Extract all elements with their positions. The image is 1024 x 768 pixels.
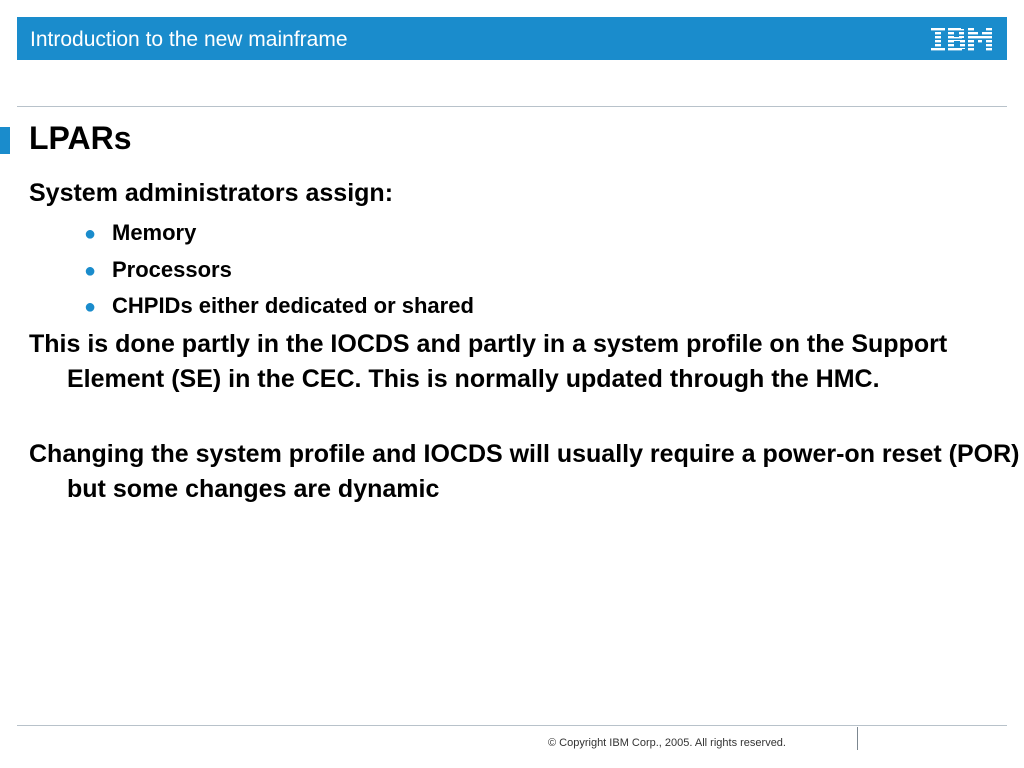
title-accent-bar <box>0 127 10 154</box>
sub-point-2 <box>84 256 232 285</box>
point-3: Changing the system profile and IOCDS will usually require a power-on reset (POR) but some changes are dynamic <box>29 440 1020 503</box>
bullet-icon: ● <box>84 296 97 318</box>
sub-point-3 <box>84 292 474 321</box>
top-divider <box>17 106 1007 107</box>
point-1: System administrators assign: <box>29 179 394 207</box>
ibm-logo-icon <box>929 24 995 54</box>
bullet-icon: ● <box>84 223 97 245</box>
bullet-icon: ● <box>84 260 97 282</box>
copyright-notice: © Copyright IBM Corp., 2005. All rights reserved. <box>548 737 786 749</box>
point-2: This is done partly in the IOCDS and partly in a system profile on the Support Element (SE) in the CEC. This is normally updated through the HMC. <box>29 330 948 393</box>
sub-point-text: CHPIDs either dedicated or shared <box>112 293 474 318</box>
bottom-divider <box>17 725 1007 726</box>
sub-point-1 <box>84 219 196 248</box>
sub-point-text: Processors <box>112 257 232 282</box>
slide-title: LPARs <box>29 120 132 156</box>
header-bar <box>17 17 1007 60</box>
header-title: Introduction to the new mainframe <box>30 28 348 51</box>
sub-point-text: Memory <box>112 220 197 245</box>
footer-separator <box>857 727 858 750</box>
